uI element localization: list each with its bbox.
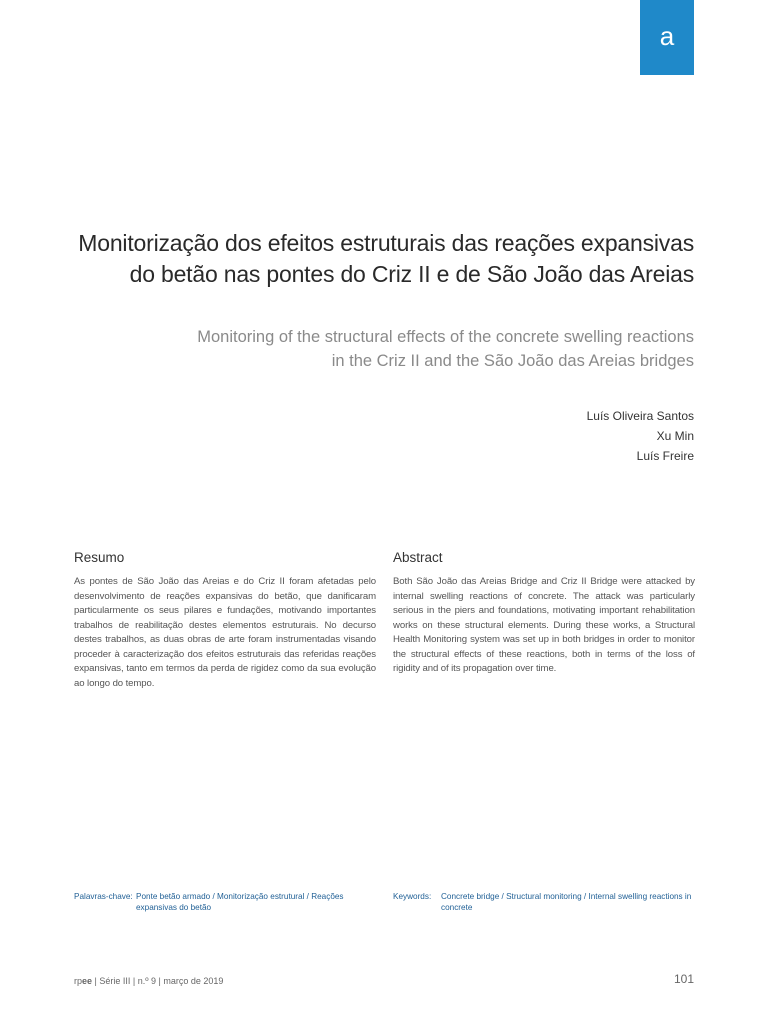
keywords-pt-label: Palavras-chave:: [74, 892, 133, 901]
abstract-heading: Abstract: [393, 550, 443, 565]
title-pt-line-2: do betão nas pontes do Criz II e de São João das Areias: [129, 261, 694, 287]
journal-bold: ee: [82, 976, 93, 986]
title-en-line-1: Monitoring of the structural effects of the concrete swelling reactions: [197, 328, 694, 346]
keywords-pt-text: Ponte betão armado / Monitorização estrutural / Reações expansivas do betão: [136, 892, 344, 912]
title-pt-line-1: Monitorização dos efeitos estruturais das reações expansivas: [78, 230, 694, 256]
title-portuguese: [60, 228, 694, 290]
keywords-english: [393, 891, 695, 913]
keywords-portuguese: [74, 891, 376, 913]
journal-footer: [74, 976, 223, 986]
journal-prefix: rp: [74, 976, 83, 986]
keywords-en-label: Keywords:: [393, 892, 432, 901]
author-name: Luís Oliveira Santos: [586, 409, 694, 423]
author-name: Xu Min: [656, 429, 694, 443]
author-list: [400, 406, 694, 466]
page-number: 101: [673, 972, 694, 986]
abstract-text: Both São João das Areias Bridge and Criz II Bridge were attacked by internal swelling reactions of concrete. The attack was particularly serious in the piers and foundations, motivating important rehabilitation works on these structural elements. During these works, a Structural Health Monitoring system was set up in both bridges in order to monitor the structural effects of these reactions, both in terms of the loss of rigidity and of its propagation over time.: [393, 576, 695, 674]
title-english: [60, 325, 694, 373]
title-en-line-2: in the Criz II and the São João das Areias bridges: [331, 352, 694, 370]
keywords-en-text: Concrete bridge / Structural monitoring / Internal swelling reactions in concrete: [441, 892, 692, 912]
author-name: Luís Freire: [636, 449, 694, 463]
section-badge: [640, 0, 694, 75]
journal-issue: | Série III | n.º 9 | março de 2019: [92, 976, 224, 986]
resumo-heading: Resumo: [74, 550, 125, 565]
section-letter: a: [659, 21, 675, 51]
resumo-text: As pontes de São João das Areias e do Criz II foram afetadas pelo desenvolvimento de reações expansivas do betão, que danificaram particularmente os seus pilares e fundações, motivando importantes trabalhos de reabilitação destes elementos estruturais. No decurso destes trabalhos, as duas obras de arte foram instrumentadas visando proceder à caracterização dos efeitos estruturais das referidas reações expansivas, tanto em termos da perda de rigidez como da sua evolução ao longo do tempo.: [74, 576, 376, 689]
